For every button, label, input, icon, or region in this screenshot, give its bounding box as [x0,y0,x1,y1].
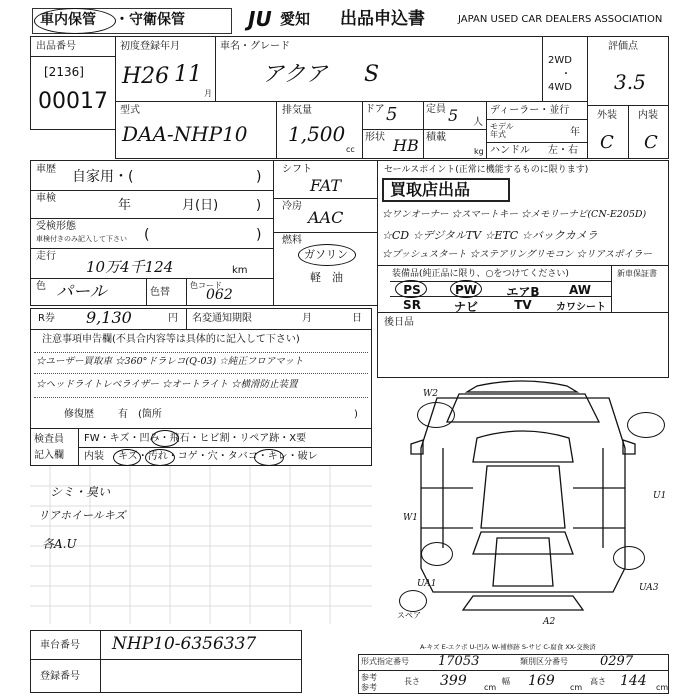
dealer-label: ディーラー・並行 [490,105,570,116]
exterior-label: 外装 [597,110,617,121]
inspector-label-1: 検査員 [34,434,64,445]
drive-2wd: 2WD [548,55,572,66]
divider [273,232,378,233]
divider [390,281,612,282]
spare-label: スペア [397,611,421,620]
divider [30,218,274,219]
shift-label: シフト [282,164,312,175]
type-value: 17053 [438,654,480,669]
color-code-value: 062 [206,287,233,303]
equipment-aw: AW [569,283,591,297]
lot-number: 00017 [38,89,108,114]
history-label: 車歴 [36,164,56,175]
height-unit: cm [656,683,669,692]
notes-line-2: ☆ヘッドライトレベライザー ☆オートライト ☆横滑防止装置 [36,379,298,390]
shop-stamp: 買取店出品 [390,180,471,199]
selling-points-line-2: ☆CD ☆デジタルTV ☆ETC ☆バックカメラ [382,229,598,242]
capacity-label: 定員 [426,104,446,115]
deadline-month: 月 [302,313,312,324]
reception-label: 受検形態 [36,221,76,232]
reception-open: ( [144,227,150,243]
mileage-unit: km [232,265,248,276]
inspection-close: ) [256,198,262,213]
length-value: 399 [440,673,467,689]
equipment-airbag: エアB [506,285,540,299]
month-unit: 月 [204,89,212,98]
wheel-front-right [627,412,665,438]
divider [34,373,368,374]
capacity-value: 5 [448,106,459,125]
divider [30,248,274,249]
spare-wheel [399,590,427,612]
equipment-navi: ナビ [453,300,478,314]
selling-points-line-3: ☆プッシュスタート ☆ステアリングリモコン ☆リアスポイラー [382,249,653,260]
chassis-number: NHP10-6356337 [112,634,257,654]
check-circle-scratch [113,449,141,466]
year-unit: 年 [570,127,580,138]
width-value: 169 [528,673,555,689]
form-title: 出品申込書 [340,9,425,29]
association-name: JAPAN USED CAR DEALERS ASSOCIATION [458,14,663,25]
after-items-box [377,312,669,378]
lot-label: 出品番号 [36,41,76,52]
equipment-ps: PS [403,283,421,297]
load-unit: kg [474,147,484,156]
equipment-label: 装備品(純正品に限り、○をつけてください) [392,269,569,279]
reception-note: 車検付きのみ記入して下さい [36,235,127,243]
notes-line-1: ☆ユーザー買取車 ☆360°ドラレコ(Q-03) ☆純正フロアマット [36,356,304,367]
divider [146,278,147,306]
divider [628,105,629,159]
deadline-day: 日 [352,313,362,324]
fuel-label: 燃料 [282,235,302,246]
repair-label: 修復歴 [64,409,94,420]
mark-ua3: UA3 [639,583,659,593]
type-label: 形式指定番号 [361,657,409,666]
equipment-sr: SR [403,298,421,312]
repair-close: ) [354,409,358,420]
storage-guard-label: ・守衛保管 [115,12,185,28]
history-close: ) [256,169,262,185]
interior-grade: C [644,132,658,153]
divider [78,447,372,448]
divider [186,308,187,330]
divider [186,278,187,306]
mark-a2: A2 [543,617,556,627]
divider [34,352,368,353]
mark-w1: W1 [403,513,418,523]
header [0,0,700,38]
load-label: 積載 [426,132,446,143]
registration-year: H26 [122,64,170,89]
score-label: 評価点 [608,41,638,52]
selling-points-line-1: ☆ワンオーナー ☆スマートキー ☆メモリーナビ(CN-E205D) [382,209,647,220]
inspection-year: 年 [118,198,132,213]
divider [30,190,274,191]
interior-check-label: 内装 [84,451,104,462]
width-label: 幅 [502,677,510,686]
inspection-month: 月(日) [182,198,219,213]
car-grade: S [364,62,380,87]
registration-month: 11 [174,62,202,87]
recycle-value: 9,130 [86,308,132,327]
lot-code: [2136] [44,65,84,79]
deadline-label: 名変通知期限 [192,313,252,324]
interior-label: 内装 [638,110,658,121]
equipment-tv: TV [514,298,532,312]
recycle-unit: 円 [168,313,178,324]
storage-indoor-label: 車内保管 [40,12,96,28]
color-swap-label: 色替 [150,287,170,298]
recycle-label: R券 [38,313,55,324]
equipment-pw: PW [454,283,478,297]
length-label: 長さ [404,677,420,686]
capacity-unit: 人 [473,117,483,128]
divider [358,670,669,671]
exterior-grade: C [600,132,614,153]
color-code-label: 色コード [190,281,222,290]
warranty-label: 新車保証書 [617,269,657,278]
divider [486,119,588,120]
interior-checklist: キズ・汚れ・コゲ・穴・タバコ・キレ・破レ [118,451,318,462]
color-label: 色 [36,281,46,292]
damage-legend: A-キズ E-エクボ U-凹み W-補修跡 S-サビ C-腐食 XX-交換済 [420,643,596,651]
wheel-rear-left [421,542,453,566]
divider [100,659,101,693]
history-value: 自家用・( [72,169,134,185]
region-label: 愛知 [280,10,311,28]
mileage-value: 10万4千124 [86,258,174,276]
score-value: 3.5 [614,70,646,94]
car-name-label: 車名・グレード [220,41,290,52]
model-code: DAA-NHP10 [122,122,248,146]
length-unit: cm [484,683,497,692]
displacement-label: 排気量 [282,105,312,116]
fuel-diesel: 軽 油 [310,271,343,284]
check-circle-tobacco [254,449,284,466]
doors-value: 5 [386,104,398,125]
class-label: 類別区分番号 [520,657,568,666]
handle-options: 左・右 [548,145,578,156]
repair-value: 有 (箇所 [118,409,162,420]
shift-value: FAT [310,176,342,195]
mileage-label: 走行 [36,251,56,262]
drive-4wd: 4WD [548,82,572,93]
ju-logo: JU [248,7,272,31]
wheel-front-left [417,402,455,428]
divider [34,397,368,398]
selling-points-label: セールスポイント(正常に機能するものに限ります) [384,165,589,175]
height-value: 144 [620,673,647,689]
ac-label: 冷房 [282,201,302,212]
registration-number-label: 登録番号 [40,671,80,682]
height-label: 高さ [590,677,606,686]
divider [486,142,588,143]
displacement-value: 1,500 [288,122,346,146]
divider [273,198,378,199]
mark-w2: W2 [423,389,438,399]
ref-label-1: 参考 [361,673,377,682]
divider [30,278,274,279]
ref-label-2: 参考 [361,683,377,692]
model-label: 型式 [120,105,140,116]
cc-unit: cc [346,145,355,154]
drive-separator: ・ [561,69,571,80]
color-value: パール [56,282,107,302]
notes-label: 注意事項申告欄(不具合内容等は具体的に記入して下さい) [42,334,300,345]
inspection-label: 車検 [36,193,56,204]
equipment-leather: カワシート [556,302,606,313]
check-circle-stone [151,430,179,447]
mark-u1: U1 [653,491,667,501]
width-unit: cm [570,683,583,692]
divider [100,630,101,660]
after-items-label: 後日品 [384,317,414,328]
doors-label: ドア [365,104,385,115]
inspector-label-2: 記入欄 [34,450,64,461]
exterior-checklist: FW・キズ・凹み・飛石・ヒビ割・リペア跡・X要 [84,433,307,444]
ac-value: AAC [308,208,344,227]
registration-label: 初度登録年月 [120,41,180,52]
car-diagram [377,378,669,640]
reception-close: ) [256,227,262,243]
shape-label: 形状 [365,132,385,143]
chassis-label: 車台番号 [40,640,80,651]
class-value: 0297 [600,654,634,669]
memo-line-3: 各A.U [42,537,77,551]
divider [30,56,116,57]
fuel-gasoline: ガソリン [304,248,348,261]
memo-line-2: リアホイールキズ [38,509,126,522]
check-circle-stain [145,449,175,466]
car-name: アクア [262,62,328,87]
model-year-label: モデル年式 [490,122,514,139]
memo-line-1: シミ・臭い [50,485,111,499]
mark-ua1: UA1 [417,579,437,589]
handle-label: ハンドル [490,145,530,156]
shape-value: HB [393,136,419,155]
wheel-rear-right [613,546,645,570]
